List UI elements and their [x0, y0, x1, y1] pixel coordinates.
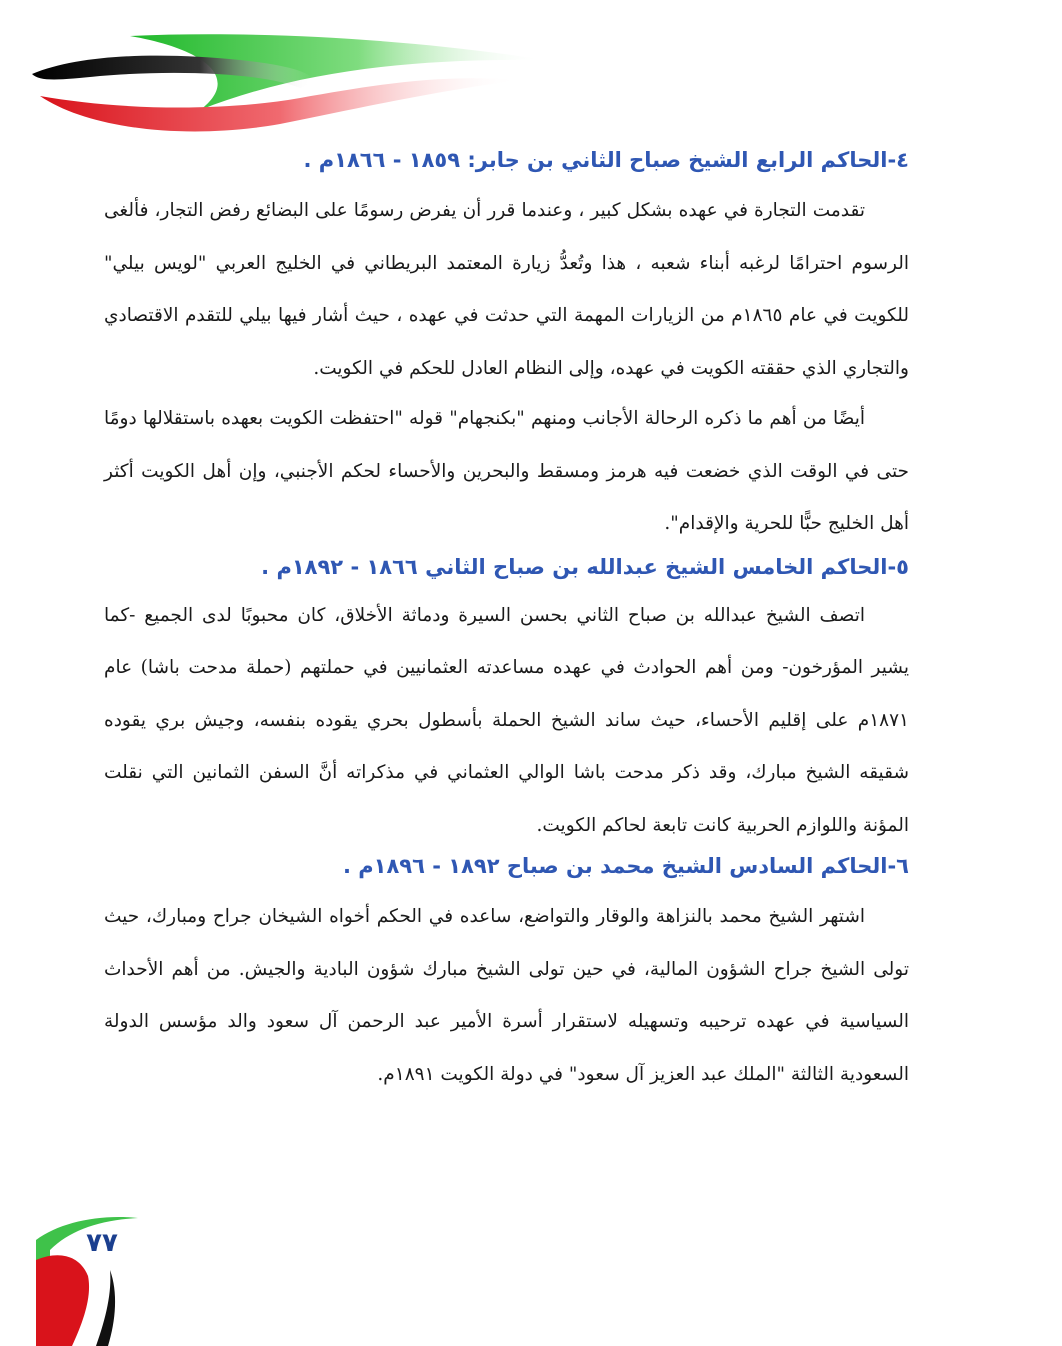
paragraph: اتصف الشيخ عبدالله بن صباح الثاني بحسن السيرة ودماثة الأخلاق، كان محبوبًا لدى الجميع -كما يشير المؤرخون- ومن أهم الحوادث في عهده مساعدته العثمانيين في حملتهم (حملة مدحت باشا) عام ١٨٧١م على إقليم الأحساء، حيث ساند الشيخ الحملة بأسطول بحري يقوده بنفسه، وجيش بري يقوده شقيقه الشيخ مبارك، وقد ذكر مدحت باشا الوالي العثماني في مذكراته أنَّ السفن الثمانين التي نقلت المؤنة واللوازم الحربية كانت تابعة لحاكم الكويت. — [104, 604, 909, 836]
section-heading-ruler-4: ٤-الحاكم الرابع الشيخ صباح الثاني بن جابر: ١٨٥٩ - ١٨٦٦م . — [303, 148, 909, 172]
paragraph: اشتهر الشيخ محمد بالنزاهة والوقار والتواضع، ساعده في الحكم أخواه الشيخان جراح ومبارك، حيث تولى الشيخ جراح الشؤون المالية، في حين تولى الشيخ مبارك شؤون البادية والجيش. من أهم الأحداث السياسية في عهده ترحيبه وتسهيله لاستقرار أسرة الأمير عبد الرحمن آل سعود والد مؤسس الدولة السعودية الثالثة "الملك عبد العزيز آل سعود" في دولة الكويت ١٨٩١م. — [104, 906, 909, 1085]
document-body — [104, 140, 909, 1101]
section-heading-ruler-6: ٦-الحاكم السادس الشيخ محمد بن صباح ١٨٩٢ - ١٨٩٦م . — [342, 854, 909, 878]
section-heading-ruler-5: ٥-الحاكم الخامس الشيخ عبدالله بن صباح الثاني ١٨٦٦ - ١٨٩٢م . — [261, 554, 909, 579]
kuwait-flag-ribbon-decoration — [0, 0, 560, 150]
paragraph: أيضًا من أهم ما ذكره الرحالة الأجانب ومنهم "بكنجهام" قوله "احتفظت الكويت بعهده باستقلالها دومًا حتى في الوقت الذي خضعت فيه هرمز ومسقط والبحرين والأحساء لحكم الأجنبي، وإن أهل الكويت أكثر أهل الخليج حبًّا للحرية والإقدام". — [104, 408, 909, 534]
page-corner-decoration — [0, 1200, 150, 1346]
page-number: ٧٧ — [86, 1228, 118, 1258]
paragraph: تقدمت التجارة في عهده بشكل كبير ، وعندما قرر أن يفرض رسومًا على البضائع رفض التجار، فألغى الرسوم احترامًا لرغبه أبناء شعبه ، هذا وتُعدُّ زيارة المعتمد البريطاني في الخليج العربي "لويس بيلي" للكويت في عام ١٨٦٥م من الزيارات المهمة التي حدثت في عهده ، حيث أشار فيها بيلي للتقدم الاقتصادي والتجاري الذي حققته الكويت في عهده، وإلى النظام العادل للحكم في الكويت. — [104, 200, 910, 379]
